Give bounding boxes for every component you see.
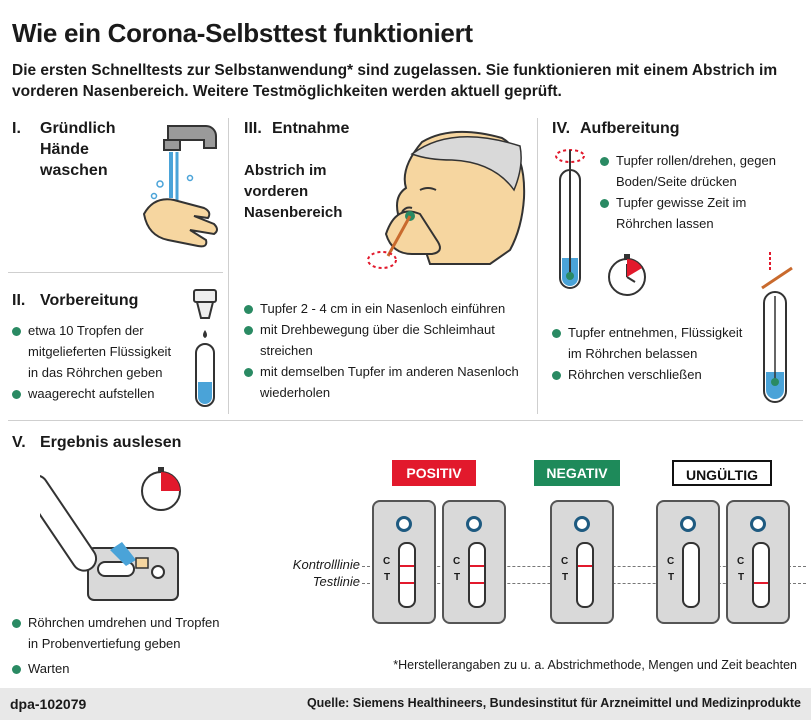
- list-item: Tupfer 2 - 4 cm in ein Nasenloch einführen: [244, 298, 529, 319]
- divider: [8, 420, 803, 421]
- bullet-icon: [244, 326, 253, 335]
- result-window: [398, 542, 416, 608]
- section-4-label: Aufbereitung: [580, 120, 680, 137]
- sample-well: [680, 516, 696, 532]
- section-3-heading: III. Entnahme: [244, 120, 350, 137]
- result-window: [576, 542, 594, 608]
- bullet-icon: [600, 157, 609, 166]
- test-cassette-positive: [372, 500, 436, 624]
- test-cassette-invalid: [656, 500, 720, 624]
- test-line-mark: [754, 582, 768, 584]
- dropper-tube-icon: [188, 286, 222, 414]
- list-item: waagerecht aufstellen: [12, 383, 182, 404]
- control-line-mark: [400, 565, 414, 567]
- test-cassette-invalid: [726, 500, 790, 624]
- bullet-icon: [244, 305, 253, 314]
- control-mark: C: [737, 556, 745, 567]
- page-title: Wie ein Corona-Selbsttest funktioniert: [12, 18, 473, 48]
- list-item: Röhrchen umdrehen und Tropfen in Probenvertiefung geben: [12, 612, 232, 654]
- list-item: etwa 10 Tropfen der mitgelieferten Flüssigkeit in das Röhrchen geben: [12, 320, 182, 383]
- control-line-mark: [578, 565, 592, 567]
- positive-badge: POSITIV: [392, 460, 476, 486]
- divider: [537, 118, 538, 414]
- test-cassette-negative: [550, 500, 614, 624]
- test-mark: T: [454, 572, 461, 583]
- section-3-caption: Abstrich im vorderen Nasenbereich: [244, 162, 343, 221]
- control-mark: C: [383, 556, 391, 567]
- test-line-mark: [470, 582, 484, 584]
- section-3-label: Entnahme: [272, 120, 350, 137]
- hand-washing-icon: [138, 118, 220, 258]
- control-mark: C: [453, 556, 461, 567]
- timer-icon: [136, 464, 186, 514]
- list-item: Tupfer entnehmen, Flüssigkeit im Röhrchen belassen: [552, 322, 752, 364]
- closed-tube-icon: [752, 242, 802, 410]
- section-5-label: Ergebnis auslesen: [40, 434, 182, 451]
- test-mark: T: [738, 572, 745, 583]
- bullet-icon: [12, 665, 21, 674]
- control-line-mark: [470, 565, 484, 567]
- footnote: *Herstellerangaben zu u. a. Abstrichmethode, Mengen und Zeit beachten: [393, 658, 797, 672]
- page-subtitle: Die ersten Schnelltests zur Selbstanwendung* sind zugelassen. Sie funktionieren mit einem Abstrich im vorderen Nasenbereich. Weitere Testmöglichkeiten werden aktuell geprüft.: [12, 62, 778, 100]
- sample-well: [750, 516, 766, 532]
- list-item: Warten: [12, 658, 232, 679]
- section-1-label: Gründlich Hände waschen: [40, 120, 116, 179]
- list-item: mit demselben Tupfer im anderen Nasenloch wiederholen: [244, 361, 529, 403]
- negative-badge: NEGATIV: [534, 460, 620, 486]
- list-item: Tupfer gewisse Zeit im Röhrchen lassen: [600, 192, 800, 234]
- test-mark: T: [562, 572, 569, 583]
- footer-source: Quelle: Siemens Healthineers, Bundesinstitut für Arzneimittel und Medizinprodukte: [306, 696, 801, 710]
- stopwatch-icon: [604, 252, 650, 298]
- section-2-heading: II. Vorbereitung: [12, 292, 139, 309]
- test-line-mark: [400, 582, 414, 584]
- section-4-bullets-bottom: [552, 322, 752, 385]
- bullet-icon: [552, 371, 561, 380]
- bullet-icon: [12, 390, 21, 399]
- section-4-bullets-top: [600, 150, 800, 234]
- swab-in-tube-icon: [550, 146, 590, 296]
- result-window: [682, 542, 700, 608]
- section-4-heading: IV. Aufbereitung: [552, 120, 680, 137]
- control-mark: C: [561, 556, 569, 567]
- bullet-icon: [552, 329, 561, 338]
- test-mark: T: [668, 572, 675, 583]
- result-window: [468, 542, 486, 608]
- bullet-icon: [600, 199, 609, 208]
- divider: [228, 118, 229, 414]
- test-line-label: Testlinie: [312, 574, 360, 589]
- control-line-label: Kontrolllinie: [292, 557, 360, 572]
- list-item: mit Drehbewegung über die Schleimhaut streichen: [244, 319, 529, 361]
- list-item: Röhrchen verschließen: [552, 364, 752, 385]
- list-item: Tupfer rollen/drehen, gegen Boden/Seite drücken: [600, 150, 800, 192]
- bullet-icon: [12, 327, 21, 336]
- section-1-heading: I. Gründlich Hände waschen: [12, 118, 142, 181]
- control-mark: C: [667, 556, 675, 567]
- section-2-label: Vorbereitung: [40, 292, 139, 309]
- test-cassette-positive: [442, 500, 506, 624]
- sample-well: [466, 516, 482, 532]
- nose-swab-illustration: [352, 124, 534, 284]
- result-window: [752, 542, 770, 608]
- section-5-bullets: [12, 612, 232, 679]
- divider: [8, 272, 223, 273]
- sample-well: [396, 516, 412, 532]
- section-2-bullets: [12, 320, 182, 404]
- test-mark: T: [384, 572, 391, 583]
- section-5-heading: V. Ergebnis auslesen: [12, 434, 182, 451]
- sample-well: [574, 516, 590, 532]
- bullet-icon: [12, 619, 21, 628]
- bullet-icon: [244, 368, 253, 377]
- section-3-bullets: [244, 298, 529, 403]
- invalid-badge: UNGÜLTIG: [672, 460, 772, 486]
- footer-code: dpa-102079: [10, 696, 87, 712]
